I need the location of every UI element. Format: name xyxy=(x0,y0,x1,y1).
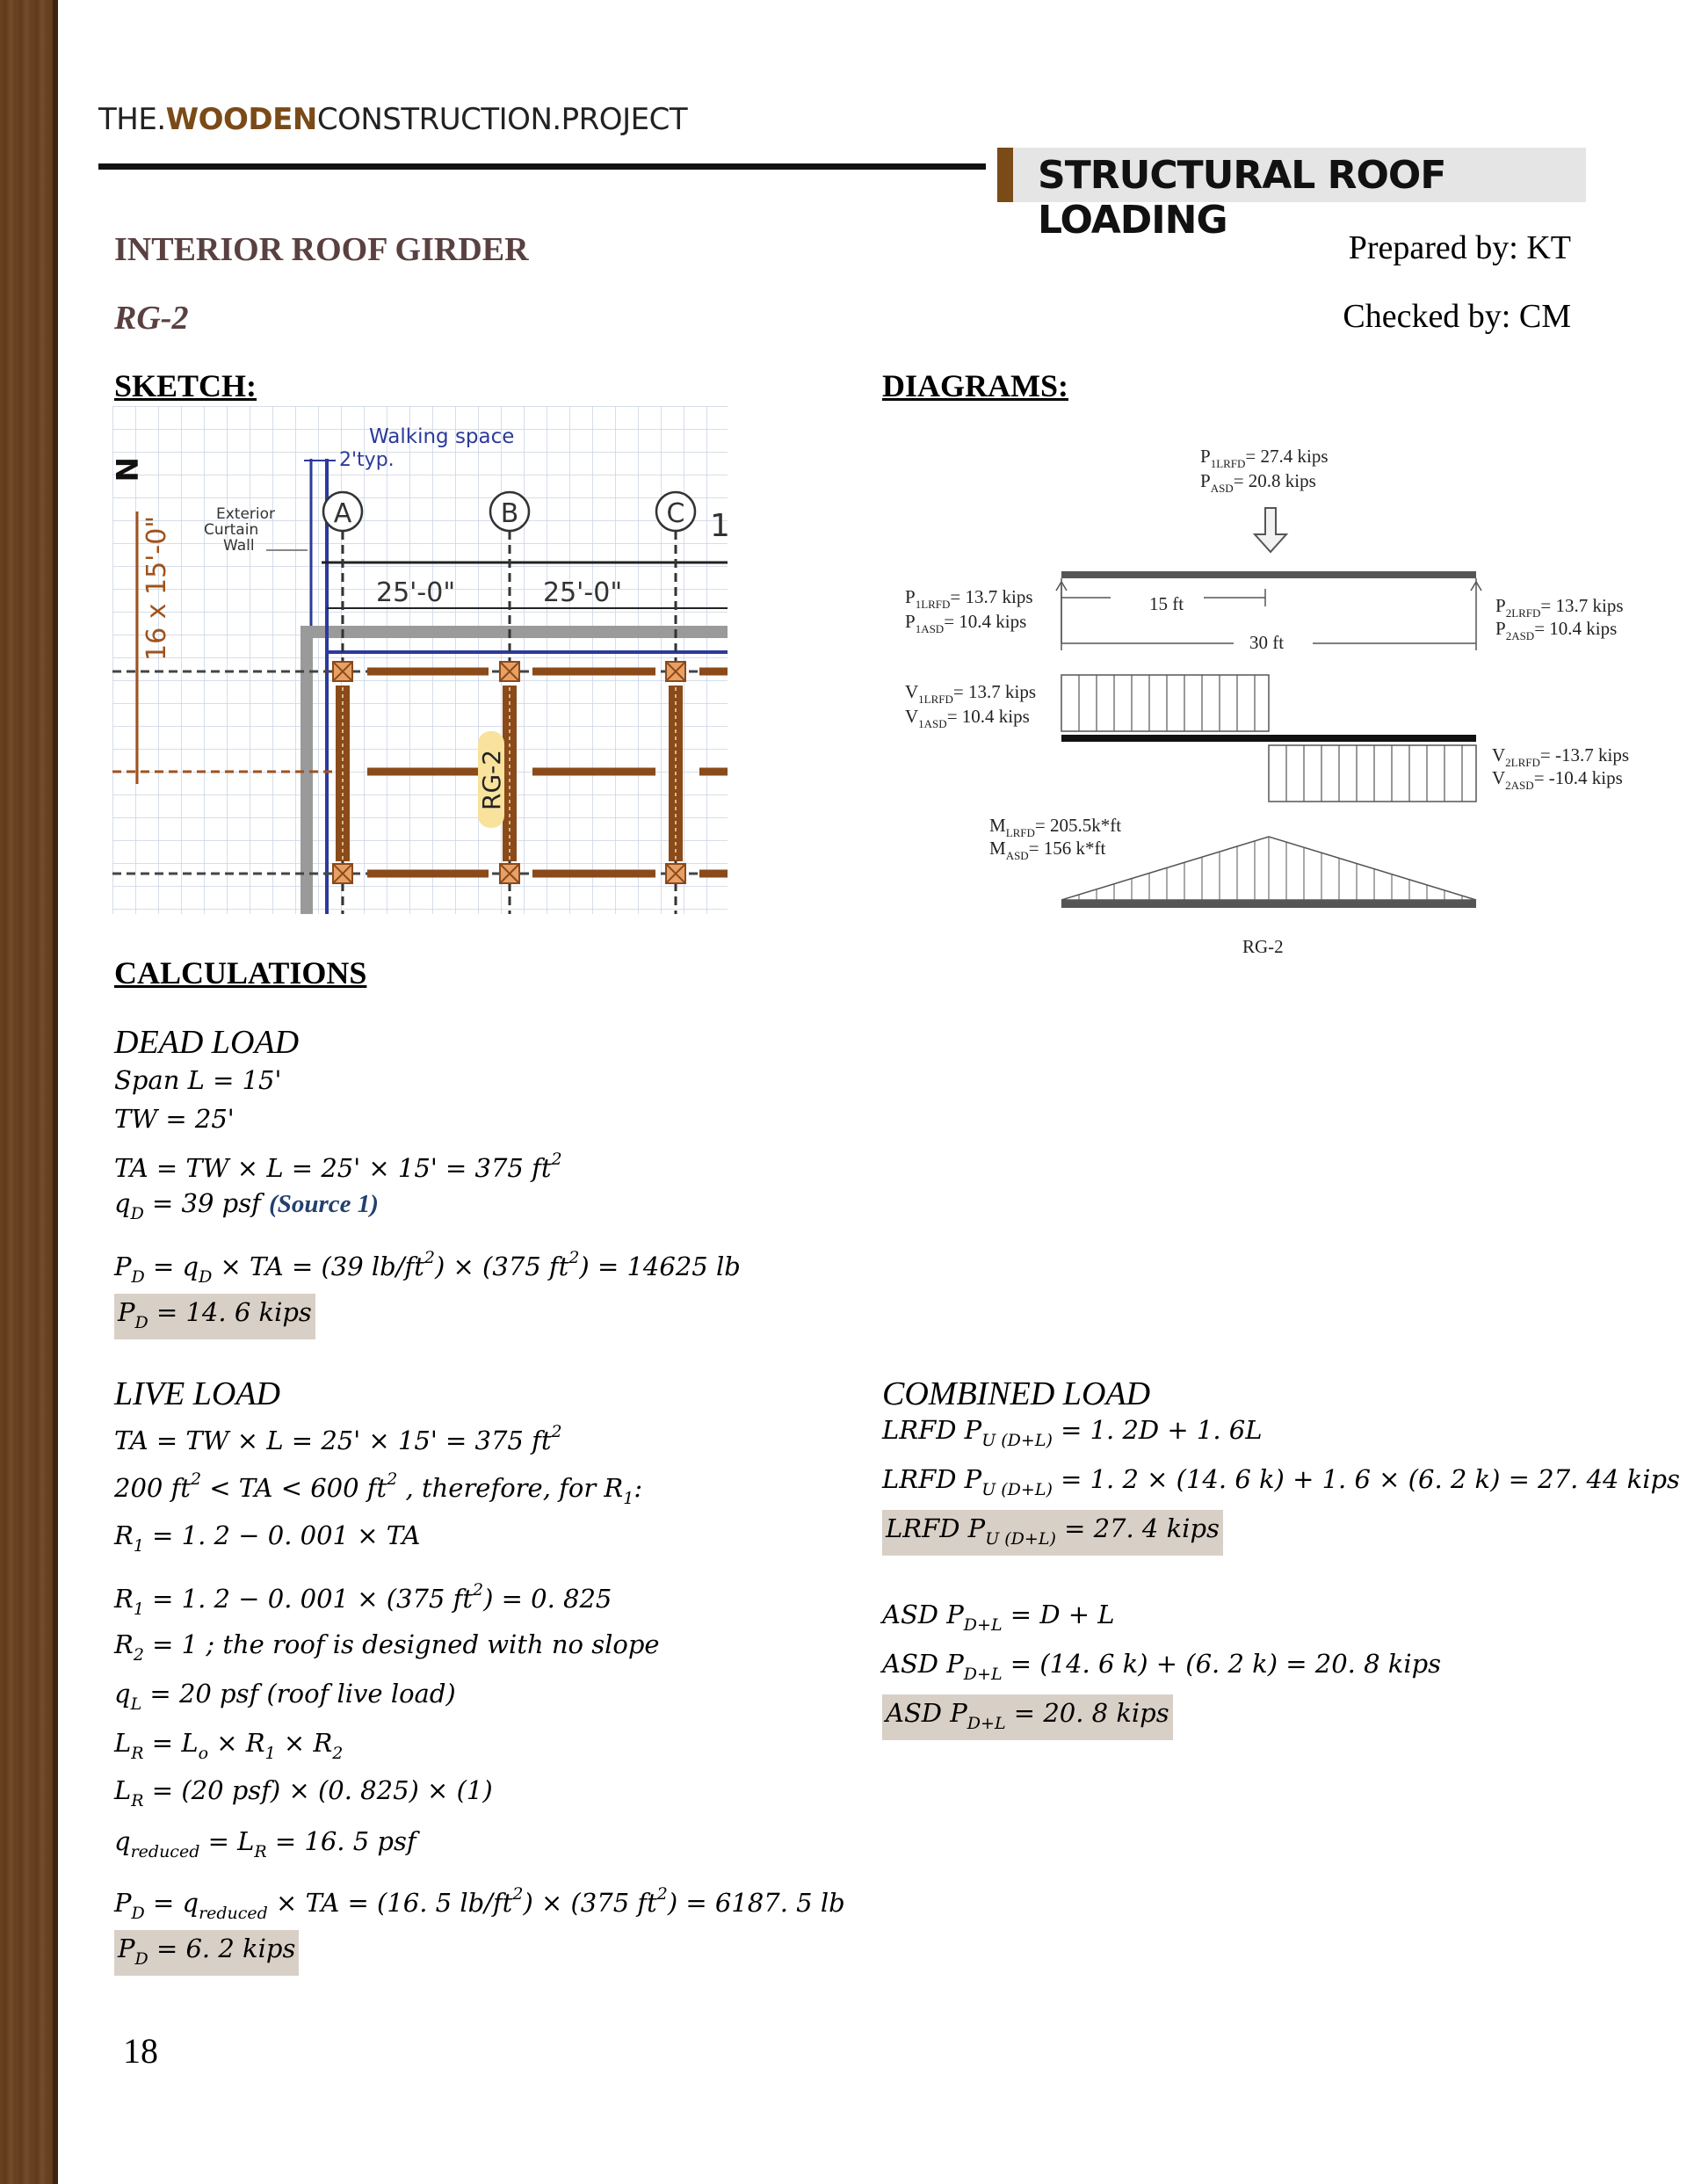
asd-eq: ASD $P_{D+L} = D + L$ xyxy=(882,1600,1115,1635)
dead-ta: TA = TW × L = 25' × 15' = 375 $ft^2$ xyxy=(114,1150,562,1183)
grid-label-c: C xyxy=(666,498,685,529)
diagram-caption: RG-2 xyxy=(1242,936,1284,957)
dead-pd-result: $P_D = 14$. 6 kips xyxy=(114,1294,315,1339)
member-tag: RG-2 xyxy=(477,749,506,810)
span-dim-1: 25'-0" xyxy=(376,577,456,608)
brand-logo: THE.WOODENCONSTRUCTION.PROJECT xyxy=(98,102,688,137)
live-pl-result: $P_D = 6$. 2 kips xyxy=(114,1930,299,1976)
live-pl-calc: $P_D = q_{reduced}$ × TA = (16. 5 $lb/ft^2) \times (375$ $ft^2) = 6187$. 5 lb xyxy=(114,1884,845,1923)
dim-half: 15 ft xyxy=(1149,593,1184,614)
live-r2: $R_2 = 1$ ; the roof is designed with no slope xyxy=(114,1629,660,1665)
m-asd-label: $M_{ASD}= 156$ k*ft xyxy=(989,838,1106,862)
p-lrfd-label: $P_{1LRFD}= 27.4$ kips xyxy=(1200,446,1329,470)
live-r1-val: $R_1 = 1$. 2 − 0. 001 × (375 $ft^2) = 0$. 825 xyxy=(114,1580,612,1619)
checked-by: Checked by: CM xyxy=(1343,298,1571,335)
dead-pd-calc: $P_D = q_D$ × TA = (39 $lb/ft^2) \times (375$ $ft^2) = 14625$ lb xyxy=(114,1248,741,1287)
member-heading: INTERIOR ROOF GIRDER xyxy=(114,231,529,268)
live-load-title: LIVE LOAD xyxy=(114,1375,280,1412)
v1-asd-label: $V_{1ASD}= 10.4$ kips xyxy=(905,706,1030,730)
wall-note-2: Curtain xyxy=(204,521,259,539)
walking-space-typ: 2'typ. xyxy=(339,449,395,471)
asd-calc: ASD $P_{D+L} = (14$. 6 k) + (6. 2 k) = 20. 8 kips xyxy=(882,1649,1442,1684)
dead-load-title: DEAD LOAD xyxy=(114,1024,300,1061)
header-rule xyxy=(98,163,986,170)
exterior-wall xyxy=(300,626,728,638)
p1-lrfd-label: $P_{1LRFD}= 13.7$ kips xyxy=(905,586,1033,611)
combined-load-title: COMBINED LOAD xyxy=(882,1375,1151,1412)
prepared-by: Prepared by: KT xyxy=(1348,229,1571,266)
p-asd-label: $P_{ASD}= 20.8$ kips xyxy=(1200,470,1316,495)
wood-border xyxy=(0,0,58,2184)
live-qreduced: $q_{reduced} = L_R = 16$. 5 psf xyxy=(114,1826,416,1861)
v2-lrfd-label: $V_{2LRFD}= -13.7$ kips xyxy=(1492,744,1629,769)
v1-lrfd-label: $V_{1LRFD}= 13.7$ kips xyxy=(905,681,1037,706)
live-ql: $q_L = 20$ psf (roof live load) xyxy=(114,1679,456,1714)
dim-full: 30 ft xyxy=(1249,632,1285,653)
live-lr-eq: $L_R = L_o \times R_1 \times R_2$ xyxy=(114,1728,344,1763)
live-lr-val: $L_R = (20$ psf) × (0. 825) × (1) xyxy=(114,1775,493,1810)
asd-result: ASD $P_{D+L} = 20$. 8 kips xyxy=(882,1694,1173,1740)
point-load-arrow xyxy=(1255,508,1286,552)
sketch-heading: SKETCH: xyxy=(114,368,257,403)
lrfd-eq: LRFD $P_{U (D+L)} = 1$. 2D + 1. 6L xyxy=(882,1415,1263,1450)
beam xyxy=(1061,571,1476,578)
p2-lrfd-label: $P_{2LRFD}= 13.7$ kips xyxy=(1495,595,1624,620)
m-lrfd-label: $M_{LRFD}= 205.5k*ft$ xyxy=(989,815,1122,839)
walking-space-note: Walking space xyxy=(369,425,515,448)
calculations-heading: CALCULATIONS xyxy=(114,955,367,990)
page-number: 18 xyxy=(123,2031,158,2071)
p2-asd-label: $P_{2ASD}= 10.4$ kips xyxy=(1495,618,1618,642)
page-title-box xyxy=(997,148,1586,243)
v2-asd-label: $V_{2ASD}= -10.4$ kips xyxy=(1492,767,1623,792)
span-dim-2: 25'-0" xyxy=(543,577,623,608)
lrfd-calc: LRFD $P_{U (D+L)} = 1$. 2 × (14. 6 k) + 1. 6 × (6. 2 k) = 27. 44 kips xyxy=(882,1464,1680,1499)
load-diagram xyxy=(894,439,1668,967)
framing-sketch xyxy=(108,406,730,914)
north-arrow: N xyxy=(108,457,143,483)
live-ta: TA = TW × L = 25' × 15' = 375 $ft^2$ xyxy=(114,1422,562,1455)
dead-qd: $q_D = 39$ psf (Source 1) xyxy=(114,1188,379,1223)
live-range: 200 $ft^2$ < TA < 600 $ft^2$ , therefore, for $R_1$: xyxy=(114,1469,643,1508)
diagrams-heading: DIAGRAMS: xyxy=(882,368,1068,403)
dead-tw: TW = 25' xyxy=(114,1104,235,1134)
bay-dim: 16 x 15'-0" xyxy=(141,515,172,661)
dead-span: Span L = 15' xyxy=(114,1065,282,1095)
member-id: RG-2 xyxy=(114,300,189,337)
grid-label-1: 1 xyxy=(710,508,730,544)
live-r1-eq: $R_1 = 1$. 2 − 0. 001 × TA xyxy=(114,1520,421,1556)
wall-note-3: Wall xyxy=(223,537,255,555)
grid-label-b: B xyxy=(500,498,519,529)
p1-asd-label: $P_{1ASD}= 10.4$ kips xyxy=(905,611,1027,635)
page-title: STRUCTURAL ROOF LOADING xyxy=(1038,153,1446,243)
wall-note-1: Exterior xyxy=(216,505,276,523)
lrfd-result: LRFD $P_{U (D+L)} = 27$. 4 kips xyxy=(882,1510,1223,1556)
grid-label-a: A xyxy=(333,498,352,529)
